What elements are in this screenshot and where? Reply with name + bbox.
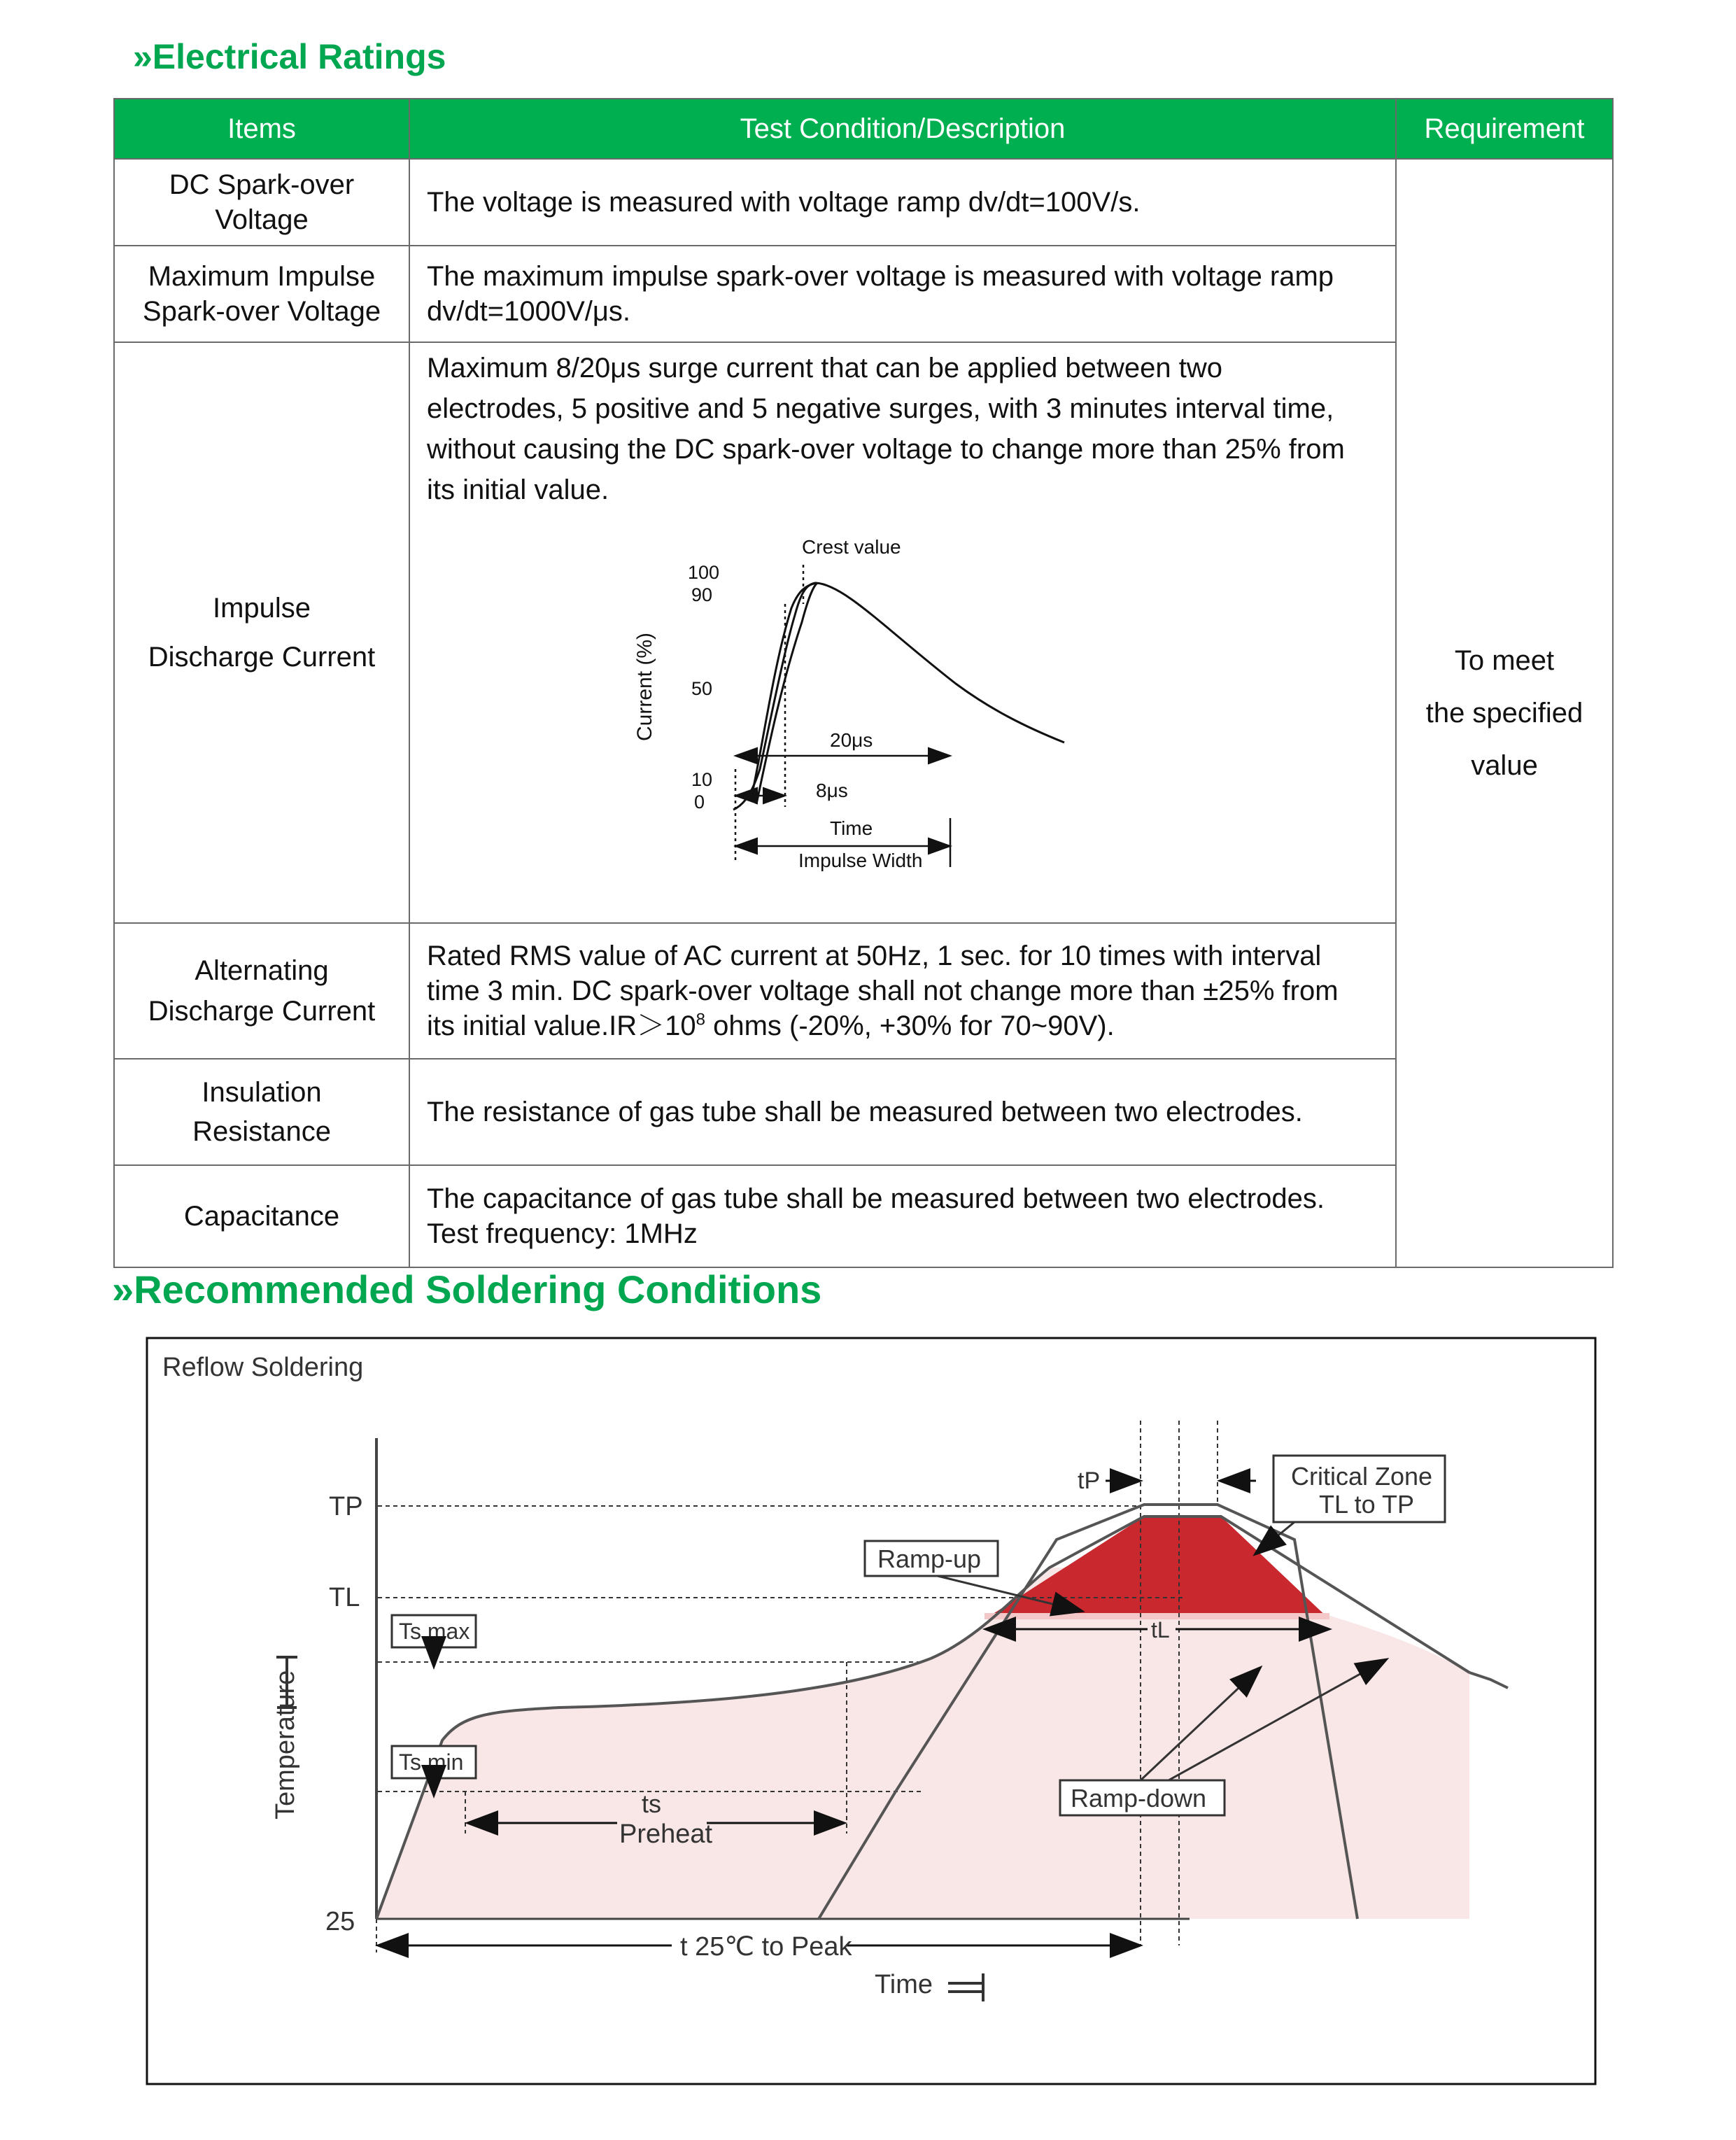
table-row bbox=[114, 923, 1613, 1059]
ytick-90: 90 bbox=[691, 584, 713, 605]
impulse-width-label: Impulse Width bbox=[798, 850, 923, 871]
table-row bbox=[114, 1059, 1613, 1165]
y-label-tp: TP bbox=[329, 1492, 363, 1521]
item-dc-spark-over: DC Spark-over Voltage bbox=[114, 159, 409, 246]
tp-time-label: tP bbox=[1078, 1467, 1101, 1494]
requirement-cell: To meet the specified value bbox=[1396, 159, 1613, 1267]
table-row bbox=[114, 1165, 1613, 1267]
time-label: Time bbox=[830, 817, 873, 839]
electrical-ratings-table bbox=[113, 98, 1614, 1268]
critical-zone-range-label: TL to TP bbox=[1319, 1490, 1415, 1519]
desc-capacitance: The capacitance of gas tube shall be measured between two electrodes. Test frequency: 1MHz bbox=[409, 1165, 1396, 1267]
header-requirement: Requirement bbox=[1396, 99, 1613, 159]
y-axis-title: Temperature bbox=[271, 1670, 300, 1819]
label-8us: 8μs bbox=[816, 780, 848, 801]
critical-zone-label: Critical Zone bbox=[1291, 1462, 1433, 1491]
table-row bbox=[114, 246, 1613, 342]
ytick-0: 0 bbox=[694, 791, 705, 812]
label-20us: 20μs bbox=[830, 729, 873, 751]
table-header-row bbox=[114, 99, 1613, 159]
ytick-10: 10 bbox=[691, 769, 713, 790]
ts-label: ts bbox=[642, 1789, 662, 1818]
y-label-25: 25 bbox=[325, 1907, 355, 1936]
header-items: Items bbox=[114, 99, 409, 159]
ts-max-label: Ts max bbox=[399, 1619, 470, 1644]
table-row bbox=[114, 159, 1613, 246]
impulse-waveform-chart bbox=[410, 510, 1390, 916]
desc-max-impulse: The maximum impulse spark-over voltage is measured with voltage ramp dv/dt=1000V/μs. bbox=[409, 246, 1396, 342]
item-max-impulse: Maximum Impulse Spark-over Voltage bbox=[114, 246, 409, 342]
ts-min-label: Ts min bbox=[399, 1750, 464, 1775]
ytick-50: 50 bbox=[691, 678, 713, 699]
item-impulse-discharge: Impulse Discharge Current bbox=[114, 342, 409, 923]
item-alternating-discharge: Alternating Discharge Current bbox=[114, 923, 409, 1059]
crest-value-label: Crest value bbox=[802, 536, 901, 558]
ramp-up-label: Ramp-up bbox=[877, 1544, 982, 1573]
soldering-conditions-title: »Recommended Soldering Conditions bbox=[112, 1267, 822, 1311]
t25-to-peak-label: t 25℃ to Peak bbox=[680, 1932, 852, 1962]
impulse-ylabel: Current (%) bbox=[633, 632, 656, 741]
x-axis-title: Time bbox=[875, 1970, 933, 1999]
header-test-condition: Test Condition/Description bbox=[409, 99, 1396, 159]
reflow-soldering-chart bbox=[140, 1330, 1637, 2099]
desc-impulse-discharge: Maximum 8/20μs surge current that can be applied between two electrodes, 5 positive and 5 negative surges, with 3 minutes interval time, without causing the DC spark-over voltage to change more than 25% from its initial value. Current (%) 100 90 50 10 0 Crest value 20μs 8μs Time Impulse Width bbox=[409, 342, 1396, 923]
electrical-ratings-title: »Electrical Ratings bbox=[133, 37, 446, 76]
desc-dc-spark-over: The voltage is measured with voltage ramp dv/dt=100V/s. bbox=[409, 159, 1396, 246]
desc-insulation-resistance: The resistance of gas tube shall be measured between two electrodes. bbox=[409, 1059, 1396, 1165]
ramp-down-label: Ramp-down bbox=[1071, 1784, 1207, 1812]
ytick-100: 100 bbox=[688, 562, 720, 583]
table-row bbox=[114, 342, 1613, 923]
item-capacitance: Capacitance bbox=[114, 1165, 409, 1267]
impulse-waveform-curves bbox=[733, 583, 1064, 810]
item-insulation-resistance: Insulation Resistance bbox=[114, 1059, 409, 1165]
reflow-title: Reflow Soldering bbox=[162, 1353, 364, 1382]
desc-alternating-discharge: Rated RMS value of AC current at 50Hz, 1 sec. for 10 times with interval time 3 min. DC spark-over voltage shall not change more than ±25% from its initial $value.IR>10^8$ ohms (-20%, +30% for 70~90V). bbox=[409, 923, 1396, 1059]
y-label-tl: TL bbox=[329, 1583, 360, 1612]
preheat-label: Preheat bbox=[619, 1819, 713, 1849]
tl-time-label: tL bbox=[1151, 1617, 1170, 1642]
